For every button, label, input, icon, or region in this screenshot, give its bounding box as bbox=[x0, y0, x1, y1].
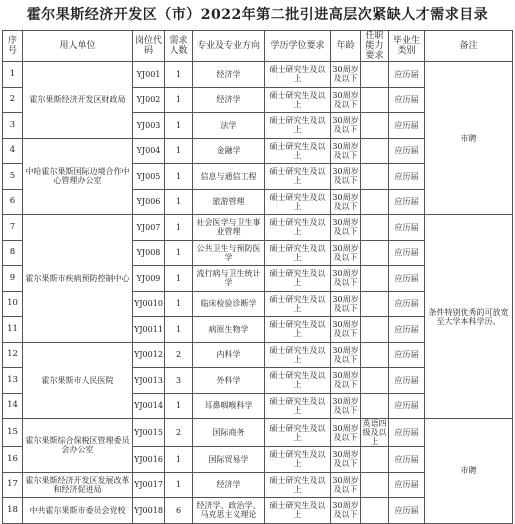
education: 硕士研究生及以上 bbox=[265, 113, 331, 139]
age: 30周岁及以下 bbox=[331, 62, 361, 88]
major: 耳鼻咽喉科学 bbox=[193, 393, 265, 419]
major: 社会医学与卫生事业管理 bbox=[193, 215, 265, 241]
graduate-type: 应历届 bbox=[389, 87, 425, 113]
ability bbox=[361, 447, 389, 473]
age: 30周岁及以下 bbox=[331, 291, 361, 317]
headcount: 1 bbox=[165, 447, 193, 473]
position-code: YJ008 bbox=[133, 240, 165, 266]
age: 30周岁及以下 bbox=[331, 113, 361, 139]
row-no: 13 bbox=[3, 368, 23, 394]
age: 30周岁及以下 bbox=[331, 266, 361, 292]
header-row bbox=[3, 31, 513, 62]
headcount: 1 bbox=[165, 393, 193, 419]
age: 30周岁及以下 bbox=[331, 317, 361, 343]
education: 硕士研究生及以上 bbox=[265, 291, 331, 317]
education: 硕士研究生及以上 bbox=[265, 164, 331, 190]
graduate-type: 应历届 bbox=[389, 266, 425, 292]
age: 30周岁及以下 bbox=[331, 419, 361, 447]
headcount: 1 bbox=[165, 164, 193, 190]
headcount: 1 bbox=[165, 266, 193, 292]
position-code: YJ0013 bbox=[133, 368, 165, 394]
major: 旅游管理 bbox=[193, 189, 265, 215]
major: 经济学 bbox=[193, 62, 265, 88]
position-code: YJ009 bbox=[133, 266, 165, 292]
employer-cell: 霍尔果斯经济开发区发展改革和经济促进局 bbox=[23, 472, 133, 498]
row-no: 9 bbox=[3, 266, 23, 292]
major: 外科学 bbox=[193, 368, 265, 394]
education: 硕士研究生及以上 bbox=[265, 472, 331, 498]
col-header: 用人单位 bbox=[23, 31, 133, 62]
col-header: 序号 bbox=[3, 31, 23, 62]
major: 经济学 bbox=[193, 87, 265, 113]
graduate-type: 应历届 bbox=[389, 62, 425, 88]
ability bbox=[361, 266, 389, 292]
headcount: 1 bbox=[165, 472, 193, 498]
ability bbox=[361, 498, 389, 524]
row-no: 6 bbox=[3, 189, 23, 215]
row-no: 3 bbox=[3, 113, 23, 139]
page-title: 霍尔果斯经济开发区（市）2022年第二批引进高层次紧缺人才需求目录 bbox=[26, 7, 489, 23]
major: 信息与通信工程 bbox=[193, 164, 265, 190]
age: 30周岁及以下 bbox=[331, 498, 361, 524]
col-header: 岗位代码 bbox=[133, 31, 165, 62]
position-code: YJ0015 bbox=[133, 419, 165, 447]
ability bbox=[361, 291, 389, 317]
graduate-type: 应历届 bbox=[389, 342, 425, 368]
graduate-type: 应历届 bbox=[389, 393, 425, 419]
education: 硕士研究生及以上 bbox=[265, 266, 331, 292]
graduate-type: 应历届 bbox=[389, 164, 425, 190]
education: 硕士研究生及以上 bbox=[265, 368, 331, 394]
position-code: YJ0010 bbox=[133, 291, 165, 317]
graduate-type: 应历届 bbox=[389, 240, 425, 266]
major: 公共卫生与预防医学 bbox=[193, 240, 265, 266]
ability bbox=[361, 342, 389, 368]
ability bbox=[361, 317, 389, 343]
education: 硕士研究生及以上 bbox=[265, 240, 331, 266]
age: 30周岁及以下 bbox=[331, 215, 361, 241]
major: 国际贸易学 bbox=[193, 447, 265, 473]
major: 法学 bbox=[193, 113, 265, 139]
remark-cell: 市聘 bbox=[425, 62, 513, 215]
ability bbox=[361, 138, 389, 164]
position-code: YJ006 bbox=[133, 189, 165, 215]
remark-cell: 市聘 bbox=[425, 419, 513, 524]
row-no: 14 bbox=[3, 393, 23, 419]
row-no: 4 bbox=[3, 138, 23, 164]
employer-cell: 霍尔果斯经济开发区财政局 bbox=[23, 62, 133, 139]
headcount: 1 bbox=[165, 189, 193, 215]
table-row bbox=[3, 419, 513, 447]
major: 流行病与卫生统计学 bbox=[193, 266, 265, 292]
position-code: YJ005 bbox=[133, 164, 165, 190]
table-row bbox=[3, 62, 513, 88]
ability bbox=[361, 368, 389, 394]
position-code: YJ0018 bbox=[133, 498, 165, 524]
education: 硕士研究生及以上 bbox=[265, 447, 331, 473]
table-row bbox=[3, 215, 513, 241]
headcount: 1 bbox=[165, 215, 193, 241]
age: 30周岁及以下 bbox=[331, 447, 361, 473]
education: 硕士研究生及以上 bbox=[265, 419, 331, 447]
graduate-type: 应历届 bbox=[389, 317, 425, 343]
headcount: 1 bbox=[165, 87, 193, 113]
major: 临床检验诊断学 bbox=[193, 291, 265, 317]
age: 30周岁及以下 bbox=[331, 342, 361, 368]
row-no: 18 bbox=[3, 498, 23, 524]
graduate-type: 应历届 bbox=[389, 498, 425, 524]
row-no: 11 bbox=[3, 317, 23, 343]
graduate-type: 应历届 bbox=[389, 138, 425, 164]
major: 国际商务 bbox=[193, 419, 265, 447]
position-code: YJ0011 bbox=[133, 317, 165, 343]
education: 硕士研究生及以上 bbox=[265, 87, 331, 113]
row-no: 17 bbox=[3, 472, 23, 498]
position-code: YJ004 bbox=[133, 138, 165, 164]
education: 硕士研究生及以上 bbox=[265, 498, 331, 524]
remark-cell: 条件特别优秀的可放宽至大学本科学历。 bbox=[425, 215, 513, 419]
ability bbox=[361, 113, 389, 139]
age: 30周岁及以下 bbox=[331, 164, 361, 190]
row-no: 15 bbox=[3, 419, 23, 447]
graduate-type: 应历届 bbox=[389, 368, 425, 394]
headcount: 1 bbox=[165, 240, 193, 266]
ability bbox=[361, 472, 389, 498]
row-no: 8 bbox=[3, 240, 23, 266]
ability bbox=[361, 393, 389, 419]
headcount: 1 bbox=[165, 113, 193, 139]
row-no: 16 bbox=[3, 447, 23, 473]
employer-cell: 霍尔果斯综合保税区管理委员会办公室 bbox=[23, 419, 133, 473]
graduate-type: 应历届 bbox=[389, 215, 425, 241]
education: 硕士研究生及以上 bbox=[265, 189, 331, 215]
position-code: YJ001 bbox=[133, 62, 165, 88]
position-code: YJ0017 bbox=[133, 472, 165, 498]
headcount: 6 bbox=[165, 498, 193, 524]
col-header: 备注 bbox=[425, 31, 513, 62]
row-no: 7 bbox=[3, 215, 23, 241]
ability bbox=[361, 215, 389, 241]
employer-cell: 霍尔果斯市疾病预防控制中心 bbox=[23, 215, 133, 343]
ability: 英语四级及以上 bbox=[362, 419, 387, 446]
row-no: 12 bbox=[3, 342, 23, 368]
col-header: 专业及专业方向 bbox=[193, 31, 265, 62]
major: 内科学 bbox=[193, 342, 265, 368]
position-code: YJ0014 bbox=[133, 393, 165, 419]
headcount: 3 bbox=[165, 368, 193, 394]
headcount: 2 bbox=[165, 419, 193, 447]
age: 30周岁及以下 bbox=[331, 368, 361, 394]
graduate-type: 应历届 bbox=[389, 419, 425, 447]
age: 30周岁及以下 bbox=[331, 393, 361, 419]
education: 硕士研究生及以上 bbox=[265, 138, 331, 164]
row-no: 2 bbox=[3, 87, 23, 113]
age: 30周岁及以下 bbox=[331, 87, 361, 113]
education: 硕士研究生及以上 bbox=[265, 317, 331, 343]
age: 30周岁及以下 bbox=[331, 138, 361, 164]
graduate-type: 应历届 bbox=[389, 447, 425, 473]
education: 硕士研究生及以上 bbox=[265, 342, 331, 368]
graduate-type: 应历届 bbox=[389, 113, 425, 139]
employer-cell: 中共霍尔果斯市委员会党校 bbox=[23, 498, 133, 524]
row-no: 1 bbox=[3, 62, 23, 88]
employer-cell: 霍尔果斯市人民医院 bbox=[23, 342, 133, 419]
row-no: 5 bbox=[3, 164, 23, 190]
major: 经济学、政治学、马克思主义理论 bbox=[193, 498, 265, 524]
age: 30周岁及以下 bbox=[331, 240, 361, 266]
graduate-type: 应历届 bbox=[389, 291, 425, 317]
position-code: YJ003 bbox=[133, 113, 165, 139]
col-header: 任职能力要求 bbox=[361, 31, 389, 62]
ability bbox=[361, 189, 389, 215]
col-header: 需求人数 bbox=[165, 31, 193, 62]
ability bbox=[361, 62, 389, 88]
position-code: YJ0016 bbox=[133, 447, 165, 473]
headcount: 1 bbox=[165, 62, 193, 88]
headcount: 1 bbox=[165, 138, 193, 164]
employer-cell: 中哈霍尔果斯国际边境合作中心管理办公室 bbox=[23, 138, 133, 215]
age: 30周岁及以下 bbox=[331, 472, 361, 498]
talent-table bbox=[2, 30, 513, 524]
major: 病原生物学 bbox=[193, 317, 265, 343]
education: 硕士研究生及以上 bbox=[265, 215, 331, 241]
graduate-type: 应历届 bbox=[389, 189, 425, 215]
col-header: 学历学位要求 bbox=[265, 31, 331, 62]
ability bbox=[361, 164, 389, 190]
headcount: 2 bbox=[165, 342, 193, 368]
position-code: YJ0012 bbox=[133, 342, 165, 368]
education: 硕士研究生及以上 bbox=[265, 393, 331, 419]
position-code: YJ007 bbox=[133, 215, 165, 241]
ability bbox=[361, 87, 389, 113]
col-header: 年龄 bbox=[331, 31, 361, 62]
major: 经济学 bbox=[193, 472, 265, 498]
headcount: 1 bbox=[165, 317, 193, 343]
headcount: 1 bbox=[165, 291, 193, 317]
major: 金融学 bbox=[193, 138, 265, 164]
position-code: YJ002 bbox=[133, 87, 165, 113]
education: 硕士研究生及以上 bbox=[265, 62, 331, 88]
col-header: 毕业生类别 bbox=[389, 31, 425, 62]
age: 30周岁及以下 bbox=[331, 189, 361, 215]
row-no: 10 bbox=[3, 291, 23, 317]
ability bbox=[361, 240, 389, 266]
graduate-type: 应历届 bbox=[389, 472, 425, 498]
